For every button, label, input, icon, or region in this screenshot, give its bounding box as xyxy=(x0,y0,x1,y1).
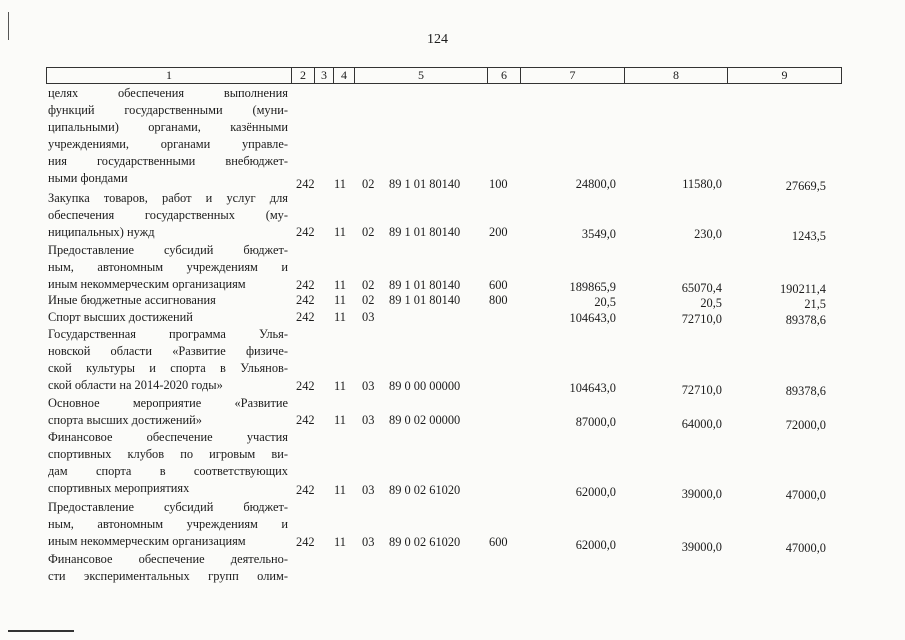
header-col-9: 9 xyxy=(727,68,841,83)
row-description: Иные бюджетные ассигнования xyxy=(48,293,216,307)
cell-subsection: 03 xyxy=(362,483,375,497)
row-description: Предоставление субсидий бюджет- ным, автономным учреждениям и иным некоммерческим организациям xyxy=(48,500,288,548)
cell-section: 11 xyxy=(334,413,346,427)
cell-amount-8: 20,5 xyxy=(700,296,722,310)
row-description: Предоставление субсидий бюджет- ным, автономным учреждениям и иным некоммерческим организациям xyxy=(48,243,288,291)
cell-grbs: 242 xyxy=(296,310,315,324)
cell-section: 11 xyxy=(334,310,346,324)
cell-expense-type: 100 xyxy=(489,177,508,191)
row-description: целях обеспечения выполнения функций государственными (муни- ципальными) органами, казёнными учреждениями, органами управле- ния государственными внебюджет- ными фондами xyxy=(48,86,288,185)
cell-expense-type: 600 xyxy=(489,535,508,549)
cell-expense-type: 200 xyxy=(489,225,508,239)
cell-amount-7: 24800,0 xyxy=(575,177,616,191)
cell-grbs: 242 xyxy=(296,278,315,292)
cell-subsection: 03 xyxy=(362,535,375,549)
cell-section: 11 xyxy=(334,293,346,307)
scan-edge-mark xyxy=(8,12,9,40)
cell-grbs: 242 xyxy=(296,379,315,393)
cell-amount-8: 230,0 xyxy=(694,227,722,241)
cell-target-code: 89 1 01 80140 xyxy=(389,225,461,239)
cell-amount-7: 87000,0 xyxy=(575,415,616,429)
header-col-1: 1 xyxy=(166,68,172,82)
cell-amount-8: 72710,0 xyxy=(681,383,722,397)
cell-grbs: 242 xyxy=(296,177,315,191)
cell-amount-8: 39000,0 xyxy=(681,540,722,554)
cell-section: 11 xyxy=(334,483,346,497)
row-description: Основное мероприятие «Развитие спорта высших достижений» xyxy=(48,396,288,427)
cell-amount-8: 39000,0 xyxy=(681,487,722,501)
row-description: Спорт высших достижений xyxy=(48,310,193,324)
cell-amount-7: 20,5 xyxy=(594,295,616,309)
cell-subsection: 03 xyxy=(362,379,375,393)
row-description: Финансовое обеспечение участия спортивных клубов по игровым ви- дам спорта в соответствующих спортивных мероприятиях xyxy=(48,430,288,495)
cell-subsection: 02 xyxy=(362,293,375,307)
cell-amount-7: 62000,0 xyxy=(575,485,616,499)
cell-amount-7: 104643,0 xyxy=(569,381,616,395)
cell-grbs: 242 xyxy=(296,535,315,549)
cell-amount-9: 1243,5 xyxy=(791,229,826,243)
cell-grbs: 242 xyxy=(296,413,315,427)
cell-amount-7: 104643,0 xyxy=(569,311,616,325)
cell-grbs: 242 xyxy=(296,483,315,497)
header-col-2: 2 xyxy=(291,68,314,83)
page-number: 124 xyxy=(427,32,448,47)
cell-section: 11 xyxy=(334,225,346,239)
cell-section: 11 xyxy=(334,535,346,549)
cell-subsection: 02 xyxy=(362,177,375,191)
cell-amount-8: 11580,0 xyxy=(682,177,722,191)
cell-target-code: 89 1 01 80140 xyxy=(389,278,461,292)
cell-amount-8: 72710,0 xyxy=(681,312,722,326)
cell-target-code: 89 0 02 61020 xyxy=(389,483,461,497)
header-col-5: 5 xyxy=(354,68,487,83)
cell-section: 11 xyxy=(334,278,346,292)
cell-amount-9: 89378,6 xyxy=(785,384,826,398)
cell-subsection: 02 xyxy=(362,278,375,292)
cell-target-code: 89 0 02 61020 xyxy=(389,535,461,549)
cell-amount-9: 47000,0 xyxy=(785,488,826,502)
cell-amount-7: 189865,9 xyxy=(569,280,616,294)
cell-amount-9: 21,5 xyxy=(804,297,826,311)
row-description: Закупка товаров, работ и услуг для обеспечения государственных (му- ниципальных) нужд xyxy=(48,191,288,239)
cell-target-code: 89 0 02 00000 xyxy=(389,413,461,427)
cell-subsection: 03 xyxy=(362,310,375,324)
cell-grbs: 242 xyxy=(296,225,315,239)
cell-section: 11 xyxy=(334,379,346,393)
cell-expense-type: 800 xyxy=(489,293,508,307)
cell-amount-9: 190211,4 xyxy=(779,282,826,296)
header-col-8: 8 xyxy=(624,68,727,83)
cell-target-code: 89 0 00 00000 xyxy=(389,379,461,393)
cell-expense-type: 600 xyxy=(489,278,508,292)
cell-section: 11 xyxy=(334,177,346,191)
row-description: Финансовое обеспечение деятельно- сти экспериментальных групп олим- xyxy=(48,552,288,583)
cell-amount-8: 64000,0 xyxy=(681,417,722,431)
cell-grbs: 242 xyxy=(296,293,315,307)
cell-subsection: 02 xyxy=(362,225,375,239)
header-col-6: 6 xyxy=(487,68,520,83)
cell-amount-9: 27669,5 xyxy=(785,179,826,193)
cell-amount-7: 3549,0 xyxy=(581,227,616,241)
cell-amount-9: 47000,0 xyxy=(785,541,826,555)
header-col-3: 3 xyxy=(314,68,333,83)
cell-amount-9: 72000,0 xyxy=(785,418,826,432)
cell-target-code: 89 1 01 80140 xyxy=(389,177,461,191)
header-col-4: 4 xyxy=(333,68,354,83)
table-header-row xyxy=(46,67,842,84)
cell-amount-7: 62000,0 xyxy=(575,538,616,552)
footnote-rule xyxy=(8,630,74,632)
cell-amount-9: 89378,6 xyxy=(785,313,826,327)
cell-amount-8: 65070,4 xyxy=(681,281,722,295)
row-description: Государственная программа Улья- новской области «Развитие физиче- ской культуры и спорта в Ульянов- ской области на 2014-2020 годы» xyxy=(48,327,288,392)
cell-subsection: 03 xyxy=(362,413,375,427)
cell-target-code: 89 1 01 80140 xyxy=(389,293,461,307)
header-col-7: 7 xyxy=(520,68,624,83)
